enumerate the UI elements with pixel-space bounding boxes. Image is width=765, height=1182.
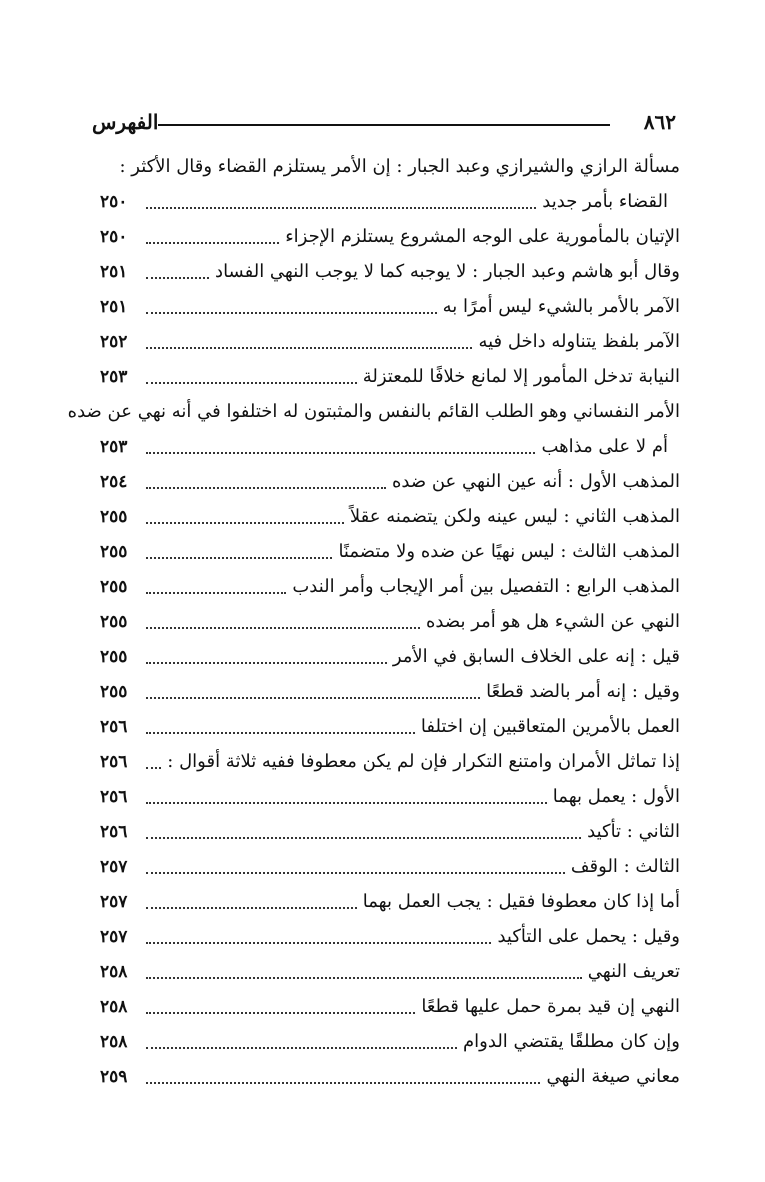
toc-entry-title: العمل بالأمرين المتعاقبين إن اختلفا bbox=[420, 716, 680, 737]
toc-entry bbox=[100, 745, 680, 779]
toc-entry-page: ٢٥٦ bbox=[100, 787, 128, 807]
toc-entry-page: ٢٥٥ bbox=[100, 577, 128, 597]
dot-leader bbox=[146, 207, 536, 209]
dot-leader bbox=[146, 802, 547, 804]
toc-entry bbox=[100, 325, 680, 359]
toc-entry-title: أما إذا كان معطوفا فقيل : يجب العمل بهما bbox=[362, 891, 680, 912]
toc-entry-page: ٢٥٣ bbox=[100, 437, 128, 457]
dot-leader bbox=[146, 662, 387, 664]
toc-entry-title: الأول : يعمل بهما bbox=[552, 786, 680, 807]
toc-entry-page: ٢٥٢ bbox=[100, 332, 128, 352]
toc-entry-title: إذا تماثل الأمران وامتنع التكرار فإن لم يكن معطوفا ففيه ثلاثة أقوال : bbox=[167, 751, 680, 772]
toc-entry-title: وقيل : يحمل على التأكيد bbox=[497, 926, 680, 947]
toc-entry bbox=[100, 605, 680, 639]
toc-entry-title: النهي إن قيد بمرة حمل عليها قطعًا bbox=[421, 996, 680, 1017]
toc-entry bbox=[100, 290, 680, 324]
dot-leader bbox=[146, 452, 535, 454]
toc-entry-page: ٢٥٦ bbox=[100, 752, 128, 772]
toc-entry-title: القضاء بأمر جديد bbox=[542, 191, 668, 212]
toc-entry bbox=[100, 150, 680, 184]
dot-leader bbox=[146, 977, 582, 979]
dot-leader bbox=[146, 907, 357, 909]
toc-entry-page: ٢٥٠ bbox=[100, 227, 128, 247]
toc-entry bbox=[100, 220, 680, 254]
running-title: الفهرس bbox=[92, 110, 159, 134]
toc-entry bbox=[100, 920, 680, 954]
toc-entry bbox=[100, 780, 680, 814]
toc-entry bbox=[100, 990, 680, 1024]
toc-entry-title: المذهب الثالث : ليس نهيًا عن ضده ولا متضمنًا bbox=[338, 541, 680, 562]
dot-leader bbox=[146, 382, 357, 384]
dot-leader bbox=[146, 522, 344, 524]
toc-entry-page: ٢٥٥ bbox=[100, 612, 128, 632]
toc-entry-page: ٢٥٥ bbox=[100, 542, 128, 562]
toc-entry-page: ٢٥٤ bbox=[100, 472, 128, 492]
toc-entry-page: ٢٥٨ bbox=[100, 997, 128, 1017]
page-number: ٨٦٢ bbox=[643, 110, 676, 134]
toc-entry-page: ٢٥٦ bbox=[100, 717, 128, 737]
dot-leader bbox=[146, 557, 332, 559]
dot-leader bbox=[146, 487, 386, 489]
toc-entry bbox=[100, 1025, 680, 1059]
toc-entry-page: ٢٥٠ bbox=[100, 192, 128, 212]
dot-leader bbox=[146, 1082, 540, 1084]
toc-entry bbox=[100, 675, 680, 709]
toc-entry-title: أم لا على مذاهب bbox=[541, 436, 668, 457]
dot-leader bbox=[146, 312, 437, 314]
page-header bbox=[92, 108, 676, 138]
toc-entry-page: ٢٥٦ bbox=[100, 822, 128, 842]
toc-entry bbox=[100, 1060, 680, 1094]
toc-entry bbox=[100, 255, 680, 289]
toc-entry-page: ٢٥١ bbox=[100, 297, 128, 317]
toc-entry-page: ٢٥٣ bbox=[100, 367, 128, 387]
toc-entry-title: المذهب الثاني : ليس عينه ولكن يتضمنه عقلاً bbox=[349, 506, 680, 527]
toc-entry bbox=[100, 465, 680, 499]
dot-leader bbox=[146, 1012, 415, 1014]
toc-entry-title: قيل : إنه على الخلاف السابق في الأمر bbox=[392, 646, 680, 667]
toc-entry-page: ٢٥٧ bbox=[100, 892, 128, 912]
toc-entry-title: وقيل : إنه أمر بالضد قطعًا bbox=[486, 681, 680, 702]
toc-entry-title: مسألة الرازي والشيرازي وعبد الجبار : إن الأمر يستلزم القضاء وقال الأكثر : bbox=[119, 156, 680, 177]
toc-entry-page: ٢٥٥ bbox=[100, 647, 128, 667]
toc-entry-page: ٢٥٨ bbox=[100, 962, 128, 982]
toc-entry-page: ٢٥٥ bbox=[100, 682, 128, 702]
dot-leader bbox=[146, 347, 472, 349]
dot-leader bbox=[146, 767, 161, 769]
toc-entry bbox=[100, 640, 680, 674]
toc-entry-page: ٢٥٥ bbox=[100, 507, 128, 527]
dot-leader bbox=[146, 732, 415, 734]
toc-entry bbox=[100, 535, 680, 569]
toc-entry-page: ٢٥٨ bbox=[100, 1032, 128, 1052]
toc-entry bbox=[100, 570, 680, 604]
dot-leader bbox=[146, 697, 480, 699]
toc-entry bbox=[100, 430, 680, 464]
dot-leader bbox=[146, 872, 565, 874]
toc-entry-page: ٢٥١ bbox=[100, 262, 128, 282]
toc-entry bbox=[100, 710, 680, 744]
toc-entry-title: النهي عن الشيء هل هو أمر بضده bbox=[426, 611, 680, 632]
toc-entry-title: الأمر النفساني وهو الطلب القائم بالنفس والمثبتون له اختلفوا في أنه نهي عن ضده bbox=[67, 401, 680, 422]
toc-entry bbox=[67, 395, 680, 429]
toc-entry-title: الثاني : تأكيد bbox=[587, 821, 680, 842]
toc-entry-title: المذهب الرابع : التفصيل بين أمر الإيجاب وأمر الندب bbox=[292, 576, 680, 597]
dot-leader bbox=[146, 837, 581, 839]
dot-leader bbox=[146, 592, 286, 594]
toc-entry-title: النيابة تدخل المأمور إلا لمانع خلافًا للمعتزلة bbox=[362, 366, 680, 387]
dot-leader bbox=[146, 1047, 457, 1049]
toc-entry-title: الإتيان بالمأمورية على الوجه المشروع يستلزم الإجزاء bbox=[285, 226, 680, 247]
dot-leader bbox=[146, 942, 491, 944]
toc-entry-title: الثالث : الوقف bbox=[570, 856, 680, 877]
dot-leader bbox=[146, 277, 209, 279]
toc-entry bbox=[100, 850, 680, 884]
toc-entry-title: معاني صيغة النهي bbox=[546, 1066, 680, 1087]
dot-leader bbox=[146, 242, 279, 244]
dot-leader bbox=[146, 627, 420, 629]
toc-entry-title: الآمر بالأمر بالشيء ليس أمرًا به bbox=[442, 296, 680, 317]
toc-entry-title: الآمر بلفظ يتناوله داخل فيه bbox=[478, 331, 680, 352]
toc-entry-title: المذهب الأول : أنه عين النهي عن ضده bbox=[391, 471, 680, 492]
toc-entry-title: تعريف النهي bbox=[587, 961, 680, 982]
toc-entry-page: ٢٥٧ bbox=[100, 857, 128, 877]
toc-entry-title: وقال أبو هاشم وعبد الجبار : لا يوجبه كما لا يوجب النهي الفساد bbox=[215, 261, 680, 282]
toc-entry bbox=[100, 185, 680, 219]
toc-entry bbox=[100, 500, 680, 534]
toc-entry bbox=[100, 885, 680, 919]
toc-entry bbox=[100, 815, 680, 849]
toc-entry-page: ٢٥٧ bbox=[100, 927, 128, 947]
toc-entry-title: وإن كان مطلقًا يقتضي الدوام bbox=[463, 1031, 680, 1052]
toc-entry bbox=[100, 360, 680, 394]
header-rule bbox=[158, 124, 610, 126]
toc-entry bbox=[100, 955, 680, 989]
toc-entry-page: ٢٥٩ bbox=[100, 1067, 128, 1087]
